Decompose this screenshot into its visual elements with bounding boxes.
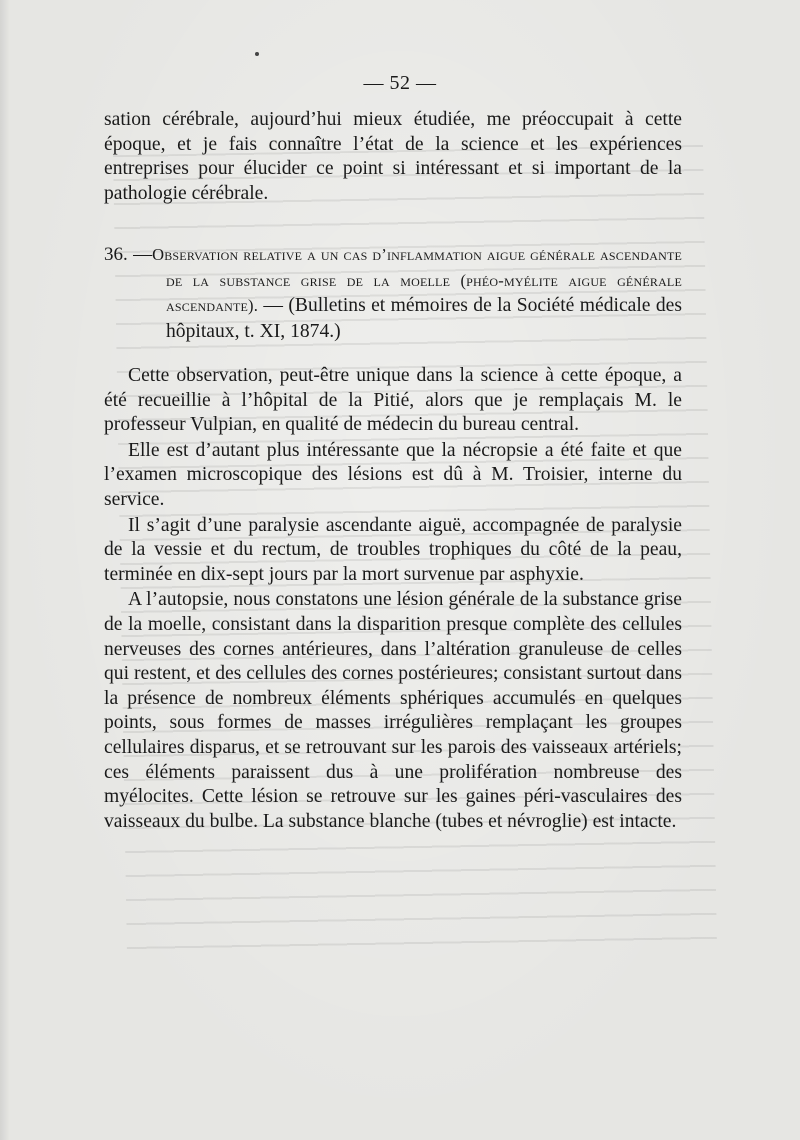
- body-paragraph-2: Elle est d’autant plus intéressante que la nécropsie a été faite et que l’examen microscopique des lésions est dû à M. Troisier, interne du service.: [104, 439, 682, 510]
- observation-entry: [104, 242, 682, 344]
- intro-paragraph-block: [104, 108, 682, 206]
- main-text-block: [104, 364, 682, 834]
- observation-reference: — (Bulletins et mémoires de la Société médicale des hôpitaux, t. XI, 1874.): [166, 295, 682, 342]
- page-edge-shadow: [0, 0, 10, 1140]
- body-paragraph-1: Cette observation, peut-être unique dans la science à cette époque, a été recueillie à l’hôpital de la Pitié, alors que je remplaçais M. le professeur Vulpian, en qualité de médecin du bureau central.: [104, 365, 682, 436]
- body-paragraph-3: Il s’agit d’une paralysie ascendante aiguë, accompagnée de paralysie de la vessie et du rectum, de troubles trophiques du côté de la peau, terminée en dix-sept jours par la mort survenue par asphyxie.: [104, 514, 682, 585]
- page-number: — 52 —: [363, 72, 437, 94]
- intro-paragraph: sation cérébrale, aujourd’hui mieux étudiée, me préoccupait à cette époque, et je fais connaître l’état de la science et les expériences entreprises pour élucider ce point si intéressant et si important de la pathologie cérébrale.: [104, 109, 682, 204]
- observation-number: 36. —: [104, 244, 153, 265]
- observation-title: Observation relative a un cas d’inflammation aigue générale ascendante de la substance grise de la moelle (phéo-myélite aigue générale ascendante).: [152, 245, 683, 316]
- body-paragraph-4: A l’autopsie, nous constatons une lésion générale de la substance grise de la moelle, consistant dans la disparition presque complète des cellules nerveuses des cornes antérieures, dans l’altération granuleuse de celles qui restent, et des cellules des cornes postérieures; consistant surtout dans la présence de nombreux éléments sphériques accumulés en quelques points, sous formes de masses irrégulières remplaçant les groupes cellulaires disparus, et se retrouvant sur les parois des vaisseaux artériels; ces éléments paraissent dus à une prolifération nombreuse des myélocites. Cette lésion se retrouve sur les gaines péri-vasculaires des vaisseaux du bulbe. La substance blanche (tubes et névroglie) est intacte.: [104, 589, 682, 832]
- ink-speck: [255, 52, 259, 56]
- observation-heading: [104, 242, 682, 344]
